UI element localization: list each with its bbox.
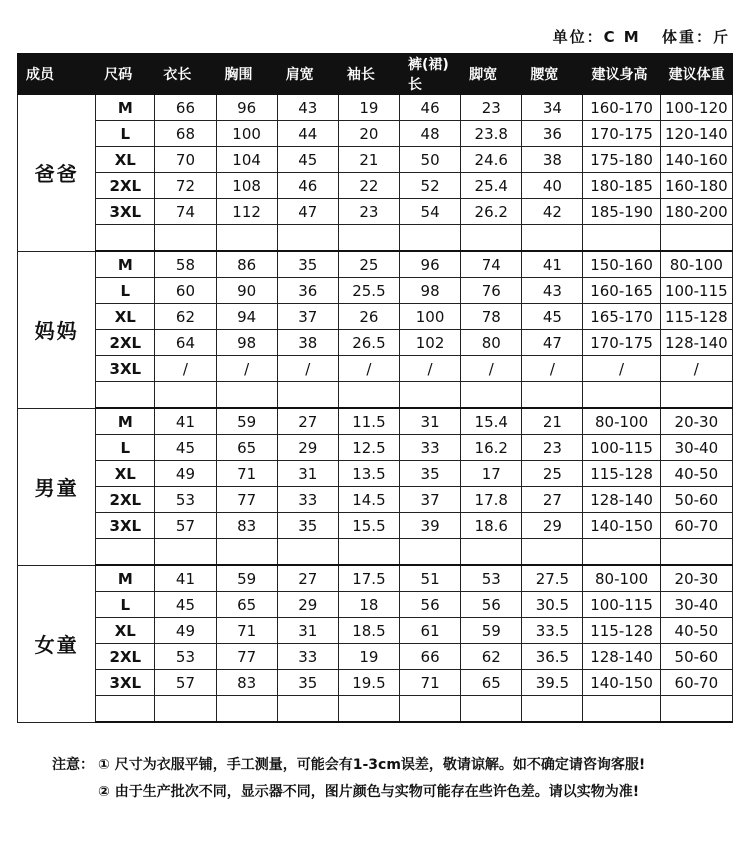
value-cell: 104 bbox=[216, 147, 277, 173]
value-cell: 74 bbox=[461, 251, 522, 278]
value-cell: 57 bbox=[155, 670, 216, 696]
value-cell bbox=[216, 225, 277, 252]
value-cell: 21 bbox=[338, 147, 399, 173]
value-cell bbox=[338, 696, 399, 723]
value-cell bbox=[583, 225, 660, 252]
value-cell: 86 bbox=[216, 251, 277, 278]
size-cell bbox=[96, 539, 155, 566]
member-cell: 爸爸 bbox=[18, 95, 96, 252]
value-cell: 46 bbox=[400, 95, 461, 121]
value-cell: / bbox=[216, 356, 277, 382]
value-cell: 18.5 bbox=[338, 618, 399, 644]
value-cell: 37 bbox=[277, 304, 338, 330]
value-cell: 98 bbox=[400, 278, 461, 304]
size-cell: XL bbox=[96, 618, 155, 644]
note-1-text: ① 尺寸为衣服平铺，手工测量，可能会有1-3cm误差，敬请谅解。如不确定请咨询客服! bbox=[98, 757, 646, 773]
value-cell: 100 bbox=[400, 304, 461, 330]
table-row bbox=[18, 225, 733, 252]
value-cell: 96 bbox=[216, 95, 277, 121]
value-cell: 25 bbox=[338, 251, 399, 278]
table-row bbox=[18, 618, 733, 644]
value-cell bbox=[522, 539, 583, 566]
value-cell: 47 bbox=[277, 199, 338, 225]
value-cell: 71 bbox=[216, 618, 277, 644]
value-cell: 27 bbox=[277, 408, 338, 435]
member-cell: 女童 bbox=[18, 565, 96, 722]
unit-length: 单位：C M bbox=[552, 28, 641, 46]
value-cell: 24.6 bbox=[461, 147, 522, 173]
value-cell: 11.5 bbox=[338, 408, 399, 435]
value-cell: 48 bbox=[400, 121, 461, 147]
value-cell: 40-50 bbox=[660, 461, 732, 487]
value-cell bbox=[461, 539, 522, 566]
value-cell: 27.5 bbox=[522, 565, 583, 592]
size-cell: M bbox=[96, 408, 155, 435]
value-cell: 115-128 bbox=[583, 461, 660, 487]
size-cell: 2XL bbox=[96, 330, 155, 356]
size-cell: M bbox=[96, 95, 155, 121]
value-cell: 25.4 bbox=[461, 173, 522, 199]
value-cell: 61 bbox=[400, 618, 461, 644]
value-cell bbox=[216, 539, 277, 566]
value-cell: 77 bbox=[216, 644, 277, 670]
value-cell: 16.2 bbox=[461, 435, 522, 461]
size-chart-table bbox=[17, 53, 733, 723]
value-cell: 42 bbox=[522, 199, 583, 225]
value-cell bbox=[660, 225, 732, 252]
value-cell: 43 bbox=[522, 278, 583, 304]
value-cell: 23 bbox=[338, 199, 399, 225]
value-cell: 27 bbox=[522, 487, 583, 513]
value-cell: 68 bbox=[155, 121, 216, 147]
value-cell bbox=[461, 696, 522, 723]
value-cell: 27 bbox=[277, 565, 338, 592]
value-cell: 60 bbox=[155, 278, 216, 304]
size-cell: L bbox=[96, 278, 155, 304]
value-cell: 26.2 bbox=[461, 199, 522, 225]
table-row bbox=[18, 199, 733, 225]
value-cell: 35 bbox=[277, 670, 338, 696]
column-header: 袖长 bbox=[338, 54, 399, 95]
value-cell: 100-120 bbox=[660, 95, 732, 121]
table-row bbox=[18, 304, 733, 330]
value-cell: 102 bbox=[400, 330, 461, 356]
value-cell: 52 bbox=[400, 173, 461, 199]
size-cell: XL bbox=[96, 461, 155, 487]
value-cell: 65 bbox=[216, 592, 277, 618]
value-cell: 26.5 bbox=[338, 330, 399, 356]
value-cell bbox=[400, 539, 461, 566]
value-cell: 29 bbox=[522, 513, 583, 539]
value-cell: / bbox=[338, 356, 399, 382]
table-row bbox=[18, 121, 733, 147]
value-cell: 38 bbox=[522, 147, 583, 173]
value-cell: 60-70 bbox=[660, 670, 732, 696]
value-cell: 33.5 bbox=[522, 618, 583, 644]
value-cell: 17.8 bbox=[461, 487, 522, 513]
value-cell bbox=[155, 382, 216, 409]
value-cell bbox=[155, 539, 216, 566]
value-cell: 115-128 bbox=[660, 304, 732, 330]
notes bbox=[52, 752, 645, 806]
value-cell: 30-40 bbox=[660, 592, 732, 618]
value-cell: 36 bbox=[522, 121, 583, 147]
value-cell: 35 bbox=[400, 461, 461, 487]
table-row bbox=[18, 330, 733, 356]
value-cell: 65 bbox=[216, 435, 277, 461]
value-cell: 46 bbox=[277, 173, 338, 199]
size-cell: M bbox=[96, 565, 155, 592]
size-cell: M bbox=[96, 251, 155, 278]
value-cell: 70 bbox=[155, 147, 216, 173]
size-cell: L bbox=[96, 121, 155, 147]
value-cell: 47 bbox=[522, 330, 583, 356]
table-row bbox=[18, 408, 733, 435]
notes-label: 注意： bbox=[52, 757, 94, 773]
value-cell: 62 bbox=[155, 304, 216, 330]
value-cell: 128-140 bbox=[660, 330, 732, 356]
value-cell: 165-170 bbox=[583, 304, 660, 330]
size-cell: 3XL bbox=[96, 199, 155, 225]
value-cell bbox=[155, 696, 216, 723]
value-cell bbox=[277, 539, 338, 566]
value-cell: 66 bbox=[155, 95, 216, 121]
size-cell bbox=[96, 382, 155, 409]
value-cell: 53 bbox=[461, 565, 522, 592]
member-cell: 男童 bbox=[18, 408, 96, 565]
value-cell bbox=[522, 225, 583, 252]
table-row bbox=[18, 644, 733, 670]
value-cell: 71 bbox=[400, 670, 461, 696]
value-cell: 15.5 bbox=[338, 513, 399, 539]
value-cell: 33 bbox=[400, 435, 461, 461]
value-cell: / bbox=[400, 356, 461, 382]
value-cell: 57 bbox=[155, 513, 216, 539]
value-cell bbox=[660, 539, 732, 566]
value-cell: 90 bbox=[216, 278, 277, 304]
value-cell: / bbox=[155, 356, 216, 382]
value-cell bbox=[216, 696, 277, 723]
value-cell: 23 bbox=[461, 95, 522, 121]
value-cell: 59 bbox=[216, 565, 277, 592]
value-cell: 100-115 bbox=[660, 278, 732, 304]
value-cell bbox=[461, 225, 522, 252]
value-cell: 26 bbox=[338, 304, 399, 330]
value-cell: 108 bbox=[216, 173, 277, 199]
value-cell: / bbox=[660, 356, 732, 382]
value-cell: 23.8 bbox=[461, 121, 522, 147]
value-cell: / bbox=[583, 356, 660, 382]
table-row bbox=[18, 147, 733, 173]
value-cell: 64 bbox=[155, 330, 216, 356]
value-cell: 50 bbox=[400, 147, 461, 173]
value-cell: 80 bbox=[461, 330, 522, 356]
value-cell: 21 bbox=[522, 408, 583, 435]
value-cell: 66 bbox=[400, 644, 461, 670]
value-cell: 25.5 bbox=[338, 278, 399, 304]
column-header: 成员 bbox=[18, 54, 96, 95]
size-cell: L bbox=[96, 592, 155, 618]
table-row bbox=[18, 173, 733, 199]
column-header: 脚宽 bbox=[461, 54, 522, 95]
size-cell: 3XL bbox=[96, 513, 155, 539]
value-cell: 80-100 bbox=[583, 565, 660, 592]
value-cell bbox=[400, 382, 461, 409]
size-cell bbox=[96, 696, 155, 723]
value-cell: 43 bbox=[277, 95, 338, 121]
value-cell: 45 bbox=[277, 147, 338, 173]
value-cell bbox=[522, 382, 583, 409]
value-cell: 22 bbox=[338, 173, 399, 199]
size-cell: 3XL bbox=[96, 670, 155, 696]
value-cell: 40-50 bbox=[660, 618, 732, 644]
value-cell: 49 bbox=[155, 618, 216, 644]
value-cell: 31 bbox=[277, 461, 338, 487]
value-cell bbox=[660, 696, 732, 723]
value-cell: 41 bbox=[155, 565, 216, 592]
column-header: 腰宽 bbox=[522, 54, 583, 95]
value-cell: 19 bbox=[338, 95, 399, 121]
value-cell: 37 bbox=[400, 487, 461, 513]
table-row bbox=[18, 382, 733, 409]
value-cell: 120-140 bbox=[660, 121, 732, 147]
member-cell: 妈妈 bbox=[18, 251, 96, 408]
value-cell: 29 bbox=[277, 435, 338, 461]
table-row bbox=[18, 696, 733, 723]
value-cell: 36.5 bbox=[522, 644, 583, 670]
value-cell: 100-115 bbox=[583, 435, 660, 461]
value-cell: 39 bbox=[400, 513, 461, 539]
value-cell: 74 bbox=[155, 199, 216, 225]
value-cell: 20-30 bbox=[660, 408, 732, 435]
value-cell bbox=[583, 539, 660, 566]
value-cell: 41 bbox=[522, 251, 583, 278]
value-cell: 19 bbox=[338, 644, 399, 670]
table-row bbox=[18, 513, 733, 539]
value-cell: 140-160 bbox=[660, 147, 732, 173]
column-header: 尺码 bbox=[96, 54, 155, 95]
unit-label bbox=[539, 26, 730, 47]
size-cell: XL bbox=[96, 304, 155, 330]
value-cell bbox=[400, 696, 461, 723]
unit-weight: 体重：斤 bbox=[661, 28, 730, 46]
value-cell: 35 bbox=[277, 513, 338, 539]
value-cell: 30-40 bbox=[660, 435, 732, 461]
value-cell bbox=[277, 382, 338, 409]
note-line-1 bbox=[52, 752, 645, 779]
size-cell bbox=[96, 225, 155, 252]
note-line-2 bbox=[52, 779, 645, 806]
value-cell bbox=[338, 382, 399, 409]
value-cell bbox=[216, 382, 277, 409]
value-cell: 19.5 bbox=[338, 670, 399, 696]
value-cell: 51 bbox=[400, 565, 461, 592]
value-cell: 12.5 bbox=[338, 435, 399, 461]
value-cell: 140-150 bbox=[583, 670, 660, 696]
value-cell: 78 bbox=[461, 304, 522, 330]
table-row bbox=[18, 278, 733, 304]
value-cell: 40 bbox=[522, 173, 583, 199]
value-cell: 15.4 bbox=[461, 408, 522, 435]
value-cell: 45 bbox=[155, 592, 216, 618]
value-cell: 96 bbox=[400, 251, 461, 278]
value-cell bbox=[277, 696, 338, 723]
value-cell: 128-140 bbox=[583, 644, 660, 670]
value-cell: 56 bbox=[400, 592, 461, 618]
value-cell: 94 bbox=[216, 304, 277, 330]
value-cell: 45 bbox=[522, 304, 583, 330]
size-cell: 3XL bbox=[96, 356, 155, 382]
table-row bbox=[18, 487, 733, 513]
value-cell: 62 bbox=[461, 644, 522, 670]
value-cell: 13.5 bbox=[338, 461, 399, 487]
value-cell: 23 bbox=[522, 435, 583, 461]
table-row bbox=[18, 251, 733, 278]
value-cell: 58 bbox=[155, 251, 216, 278]
value-cell bbox=[461, 382, 522, 409]
value-cell bbox=[338, 225, 399, 252]
value-cell: 112 bbox=[216, 199, 277, 225]
value-cell: / bbox=[461, 356, 522, 382]
value-cell: 170-175 bbox=[583, 121, 660, 147]
value-cell: 20 bbox=[338, 121, 399, 147]
value-cell: 53 bbox=[155, 644, 216, 670]
value-cell: 41 bbox=[155, 408, 216, 435]
value-cell bbox=[522, 696, 583, 723]
value-cell: 17 bbox=[461, 461, 522, 487]
table-row bbox=[18, 592, 733, 618]
value-cell: 54 bbox=[400, 199, 461, 225]
value-cell: 29 bbox=[277, 592, 338, 618]
size-cell: 2XL bbox=[96, 173, 155, 199]
value-cell: 44 bbox=[277, 121, 338, 147]
column-header: 肩宽 bbox=[277, 54, 338, 95]
column-header: 建议身高 bbox=[583, 54, 660, 95]
value-cell: 49 bbox=[155, 461, 216, 487]
value-cell: 100 bbox=[216, 121, 277, 147]
table-row bbox=[18, 435, 733, 461]
value-cell: 45 bbox=[155, 435, 216, 461]
value-cell: 76 bbox=[461, 278, 522, 304]
value-cell: 71 bbox=[216, 461, 277, 487]
size-cell: L bbox=[96, 435, 155, 461]
value-cell: 31 bbox=[400, 408, 461, 435]
value-cell: 33 bbox=[277, 644, 338, 670]
table-row bbox=[18, 539, 733, 566]
value-cell: / bbox=[277, 356, 338, 382]
value-cell bbox=[277, 225, 338, 252]
value-cell: 36 bbox=[277, 278, 338, 304]
table-row bbox=[18, 461, 733, 487]
value-cell bbox=[155, 225, 216, 252]
table-row bbox=[18, 670, 733, 696]
value-cell: 30.5 bbox=[522, 592, 583, 618]
table-row bbox=[18, 95, 733, 121]
value-cell: 175-180 bbox=[583, 147, 660, 173]
value-cell: 14.5 bbox=[338, 487, 399, 513]
value-cell: 18 bbox=[338, 592, 399, 618]
header-row bbox=[18, 54, 733, 95]
table-row bbox=[18, 565, 733, 592]
value-cell: 65 bbox=[461, 670, 522, 696]
value-cell: 77 bbox=[216, 487, 277, 513]
value-cell: 128-140 bbox=[583, 487, 660, 513]
value-cell: 80-100 bbox=[583, 408, 660, 435]
value-cell: 31 bbox=[277, 618, 338, 644]
value-cell: 170-175 bbox=[583, 330, 660, 356]
value-cell: 180-200 bbox=[660, 199, 732, 225]
note-2-text: ② 由于生产批次不同，显示器不同，图片颜色与实物可能存在些许色差。请以实物为准! bbox=[98, 784, 640, 800]
value-cell: 50-60 bbox=[660, 487, 732, 513]
value-cell: 160-180 bbox=[660, 173, 732, 199]
value-cell: 72 bbox=[155, 173, 216, 199]
value-cell: 59 bbox=[216, 408, 277, 435]
size-cell: XL bbox=[96, 147, 155, 173]
value-cell: 140-150 bbox=[583, 513, 660, 539]
value-cell: 33 bbox=[277, 487, 338, 513]
value-cell: 115-128 bbox=[583, 618, 660, 644]
value-cell: 60-70 bbox=[660, 513, 732, 539]
value-cell: 100-115 bbox=[583, 592, 660, 618]
value-cell: 18.6 bbox=[461, 513, 522, 539]
value-cell: 185-190 bbox=[583, 199, 660, 225]
value-cell bbox=[583, 382, 660, 409]
value-cell: 180-185 bbox=[583, 173, 660, 199]
value-cell: 160-165 bbox=[583, 278, 660, 304]
column-header: 衣长 bbox=[155, 54, 216, 95]
value-cell: 25 bbox=[522, 461, 583, 487]
value-cell: 80-100 bbox=[660, 251, 732, 278]
size-cell: 2XL bbox=[96, 487, 155, 513]
value-cell: 50-60 bbox=[660, 644, 732, 670]
value-cell bbox=[338, 539, 399, 566]
value-cell: 35 bbox=[277, 251, 338, 278]
column-header: 建议体重 bbox=[660, 54, 732, 95]
value-cell: 98 bbox=[216, 330, 277, 356]
value-cell: 39.5 bbox=[522, 670, 583, 696]
value-cell: 59 bbox=[461, 618, 522, 644]
value-cell bbox=[660, 382, 732, 409]
value-cell: 34 bbox=[522, 95, 583, 121]
value-cell: 150-160 bbox=[583, 251, 660, 278]
value-cell: 53 bbox=[155, 487, 216, 513]
value-cell: 56 bbox=[461, 592, 522, 618]
value-cell: 160-170 bbox=[583, 95, 660, 121]
value-cell: 38 bbox=[277, 330, 338, 356]
value-cell: 83 bbox=[216, 513, 277, 539]
value-cell bbox=[400, 225, 461, 252]
value-cell bbox=[583, 696, 660, 723]
size-cell: 2XL bbox=[96, 644, 155, 670]
value-cell: / bbox=[522, 356, 583, 382]
table-row bbox=[18, 356, 733, 382]
column-header: 胸围 bbox=[216, 54, 277, 95]
column-header: 裤(裙)长 bbox=[400, 54, 461, 95]
value-cell: 20-30 bbox=[660, 565, 732, 592]
value-cell: 83 bbox=[216, 670, 277, 696]
value-cell: 17.5 bbox=[338, 565, 399, 592]
